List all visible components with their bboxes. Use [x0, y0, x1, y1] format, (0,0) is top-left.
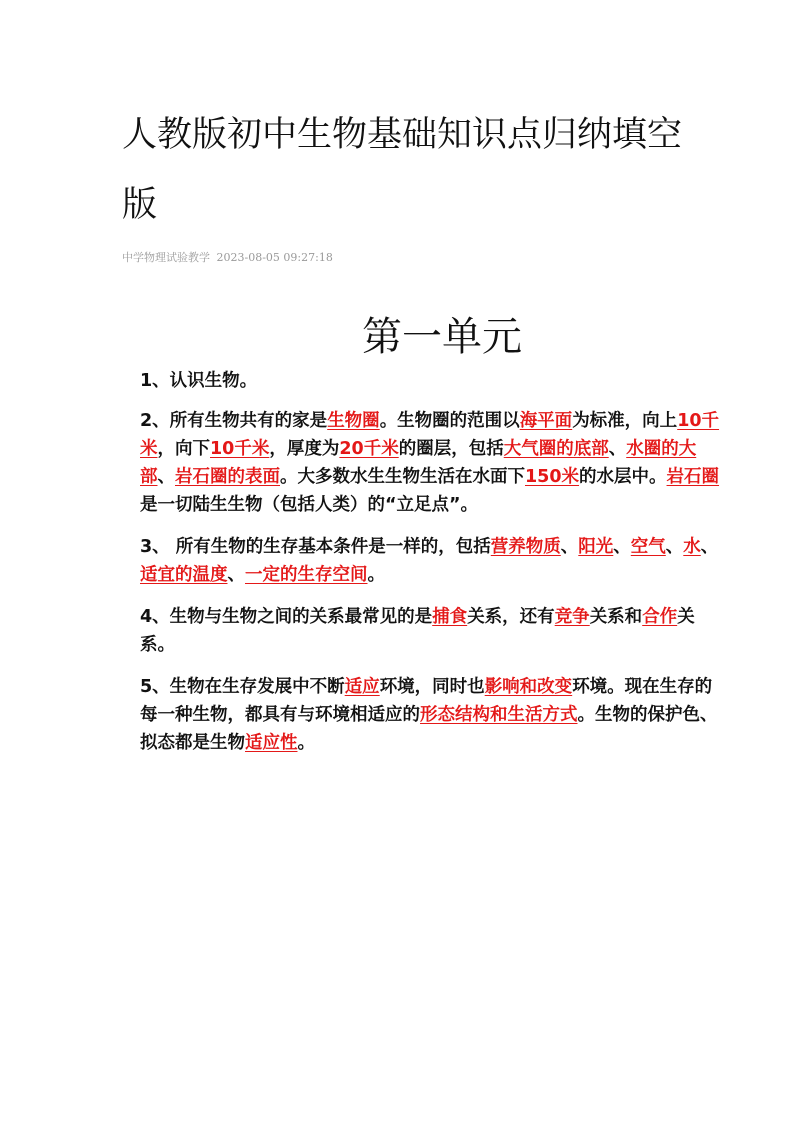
knowledge-list [140, 367, 720, 757]
highlighted-answer: 竞争 [554, 607, 590, 627]
highlighted-answer: 水圈的大部 [140, 439, 697, 487]
item-text: 的圈层，包括 [398, 439, 504, 459]
item-text: 。大多数水生生物生活在水面下 [280, 467, 525, 487]
item-text: 、 [700, 537, 719, 557]
highlighted-answer: 合作 [642, 607, 678, 627]
item-text: 。 [367, 565, 385, 585]
item-text: 、 [608, 439, 627, 459]
highlighted-answer: 形态结构和生活方式 [420, 705, 578, 725]
knowledge-item [140, 603, 720, 659]
unit-heading: 第一单元 [362, 314, 522, 360]
highlighted-answer: 岩石圈的表面 [175, 467, 280, 487]
item-text: 5、生物在生存发展中不断 [140, 677, 345, 697]
knowledge-item [140, 533, 720, 589]
item-text: 、 [227, 565, 245, 585]
highlighted-answer: 150米 [525, 467, 580, 487]
highlighted-answer: 大气圈的底部 [503, 439, 609, 459]
highlighted-answer: 空气 [630, 537, 666, 557]
item-text: 环境。现在生存的每一种生物，都具有与环境相适应的 [140, 677, 713, 725]
highlighted-answer: 营养物质 [490, 537, 561, 557]
highlighted-answer: 10千米 [210, 439, 270, 459]
article-source: 中学物理试验教学 [122, 251, 210, 264]
item-text: 的水层中。 [579, 467, 667, 487]
highlighted-answer: 一定的生存空间 [245, 565, 368, 585]
item-text: 2、所有生物共有的家是 [140, 411, 328, 431]
article-datetime: 2023-08-05 09:27:18 [216, 251, 333, 264]
highlighted-answer: 捕食 [432, 607, 468, 627]
item-text: 、 [157, 467, 175, 487]
highlighted-answer: 生物圈 [327, 411, 380, 431]
highlighted-answer: 海平面 [519, 411, 573, 431]
highlighted-answer: 10千米 [140, 411, 720, 459]
knowledge-item [140, 407, 720, 519]
item-text: 。生物的保护色、拟态都是生物 [140, 705, 718, 753]
item-text: 3、 所有生物的生存基本条件是一样的，包括 [140, 537, 491, 557]
page-title: 人教版初中生物基础知识点归纳填空版 [122, 115, 683, 225]
highlighted-answer: 适宜的温度 [140, 565, 228, 585]
highlighted-answer: 影响和改变 [484, 677, 573, 697]
article-meta [122, 249, 333, 265]
highlighted-answer: 适应性 [245, 733, 298, 753]
highlighted-answer: 岩石圈 [666, 467, 720, 487]
highlighted-answer: 20千米 [339, 439, 399, 459]
item-text: ，厚度为 [269, 439, 340, 459]
highlighted-answer: 适应 [344, 677, 380, 697]
item-text: 。 [297, 733, 315, 753]
item-text: 、 [665, 537, 684, 557]
knowledge-item [140, 367, 720, 395]
highlighted-answer: 水 [683, 537, 701, 557]
item-text: 为标准，向上 [572, 411, 678, 431]
item-text: 环境，同时也 [379, 677, 485, 697]
item-text: 1、认识生物。 [140, 371, 258, 391]
item-text: 关系。 [140, 607, 695, 655]
item-text: 、 [560, 537, 579, 557]
document-image [140, 305, 720, 771]
highlighted-answer: 阳光 [578, 537, 614, 557]
item-text: ，向下 [157, 439, 210, 459]
item-text: 关系，还有 [467, 607, 555, 627]
item-text: 是一切陆生生物（包括人类）的“立足点”。 [140, 495, 479, 515]
item-text: 4、生物与生物之间的关系最常见的是 [140, 607, 433, 627]
knowledge-item [140, 673, 720, 757]
item-text: 关系和 [589, 607, 643, 627]
item-text: 。生物圈的范围以 [379, 411, 520, 431]
item-text: 、 [613, 537, 631, 557]
